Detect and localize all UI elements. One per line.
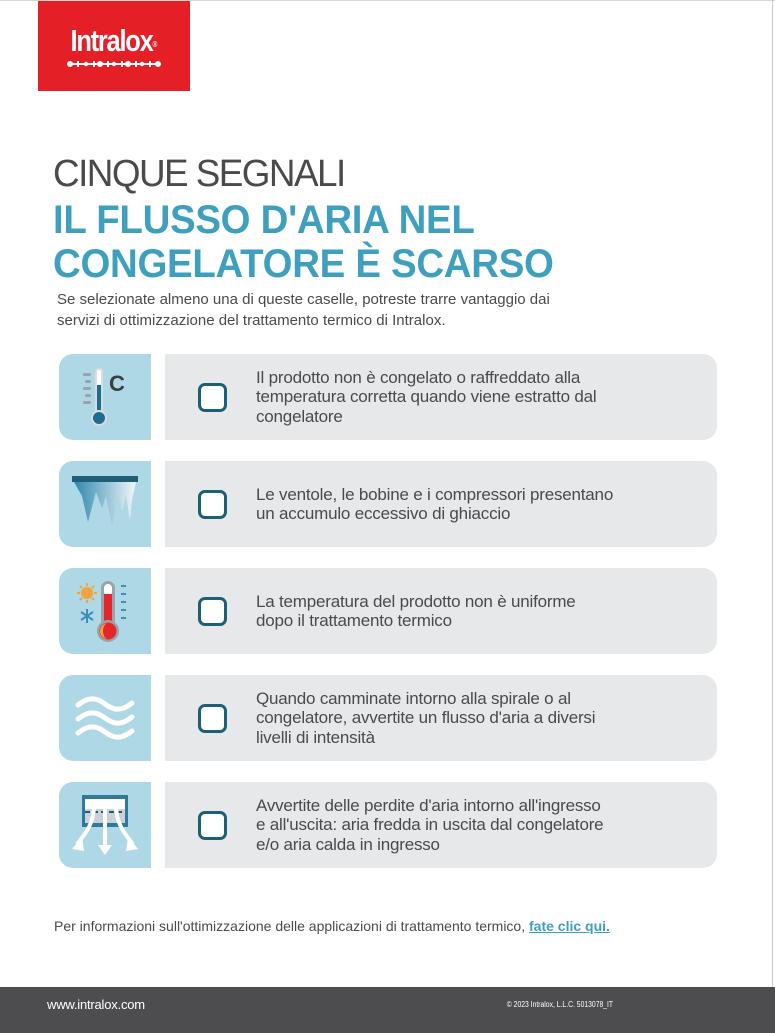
signal-text xyxy=(256,568,696,654)
more-info-text xyxy=(54,918,610,934)
intro-text xyxy=(57,289,617,331)
air-leak-vent-icon xyxy=(72,793,138,857)
signal-text-line: temperatura corretta quando viene estratto dal xyxy=(256,387,597,407)
footer xyxy=(0,987,775,1033)
signal-row-3 xyxy=(59,568,717,654)
signal-text xyxy=(256,782,696,868)
pre-title: CINQUE SEGNALI xyxy=(53,153,345,195)
signal-icon-panel xyxy=(59,568,151,654)
signal-checkbox-5[interactable] xyxy=(198,811,227,840)
snowflake-icon xyxy=(81,609,93,623)
signal-text-line: dopo il trattamento termico xyxy=(256,611,452,630)
signal-card xyxy=(165,354,717,440)
signal-text xyxy=(256,675,696,761)
signal-icon-panel xyxy=(59,675,151,761)
sun-icon xyxy=(77,583,97,603)
thermometer-celsius-icon xyxy=(77,365,133,429)
signal-card xyxy=(165,675,717,761)
signal-row-4 xyxy=(59,675,717,761)
signal-text-line: un accumulo eccessivo di ghiaccio xyxy=(256,504,511,523)
signal-text-line: e all'uscita: aria fredda in uscita dal congelatore xyxy=(256,815,604,835)
signal-checkbox-4[interactable] xyxy=(198,704,227,733)
signal-row-2 xyxy=(59,461,717,547)
footer-copyright: © 2023 Intralox, L.L.C. 5013078_IT xyxy=(506,1000,613,1009)
more-info-label: Per informazioni sull'ottimizzazione delle applicazioni di trattamento termico, xyxy=(54,918,529,934)
signal-checkbox-2[interactable] xyxy=(198,490,227,519)
signal-text-line: Avvertite delle perdite d'aria intorno all'ingresso xyxy=(256,795,601,815)
svg-text:C: C xyxy=(109,371,125,396)
signal-icon-panel xyxy=(59,354,151,440)
signal-text xyxy=(256,461,696,547)
intro-line-1: Se selezionate almeno una di queste caselle, potreste trarre vantaggio dai xyxy=(57,291,550,308)
signal-text-line: e/o aria calda in ingresso xyxy=(256,834,440,854)
signal-text-line: congelatore xyxy=(256,406,343,426)
signal-row-1 xyxy=(59,354,717,440)
logo-wordmark: Intralox® xyxy=(70,22,158,58)
title-line-1: IL FLUSSO D'ARIA NEL xyxy=(53,198,475,242)
page-title xyxy=(53,198,554,286)
icicles-icon xyxy=(70,474,140,534)
airflow-waves-icon xyxy=(74,695,136,741)
signal-text-line: La temperatura del prodotto non è uniforme xyxy=(256,591,576,611)
signal-text-line: Quando camminate intorno alla spirale o al xyxy=(256,688,571,708)
page-right-edge xyxy=(772,0,773,987)
hot-cold-thermometer-icon xyxy=(75,579,135,643)
signal-card xyxy=(165,782,717,868)
title-line-2: CONGELATORE È SCARSO xyxy=(53,242,554,286)
signal-checkbox-3[interactable] xyxy=(198,597,227,626)
signal-text-line: Il prodotto non è congelato o raffreddato alla xyxy=(256,367,581,387)
signal-text-line: livelli di intensità xyxy=(256,727,375,747)
signal-icon-panel xyxy=(59,782,151,868)
signal-icon-panel xyxy=(59,461,151,547)
intro-line-2: servizi di ottimizzazione del trattamento termico di Intralox. xyxy=(57,312,446,329)
more-info-link[interactable]: fate clic qui. xyxy=(529,918,610,934)
signal-card xyxy=(165,461,717,547)
intralox-logo[interactable] xyxy=(38,1,190,91)
signal-text-line: congelatore, avvertite un flusso d'aria a diversi xyxy=(256,708,596,728)
signal-checkbox-1[interactable] xyxy=(198,383,227,412)
signal-row-5 xyxy=(59,782,717,868)
signal-card xyxy=(165,568,717,654)
footer-website-link[interactable]: www.intralox.com xyxy=(47,997,145,1012)
chain-icon xyxy=(66,59,162,69)
signal-text xyxy=(256,354,696,440)
signal-text-line: Le ventole, le bobine e i compressori presentano xyxy=(256,484,614,504)
